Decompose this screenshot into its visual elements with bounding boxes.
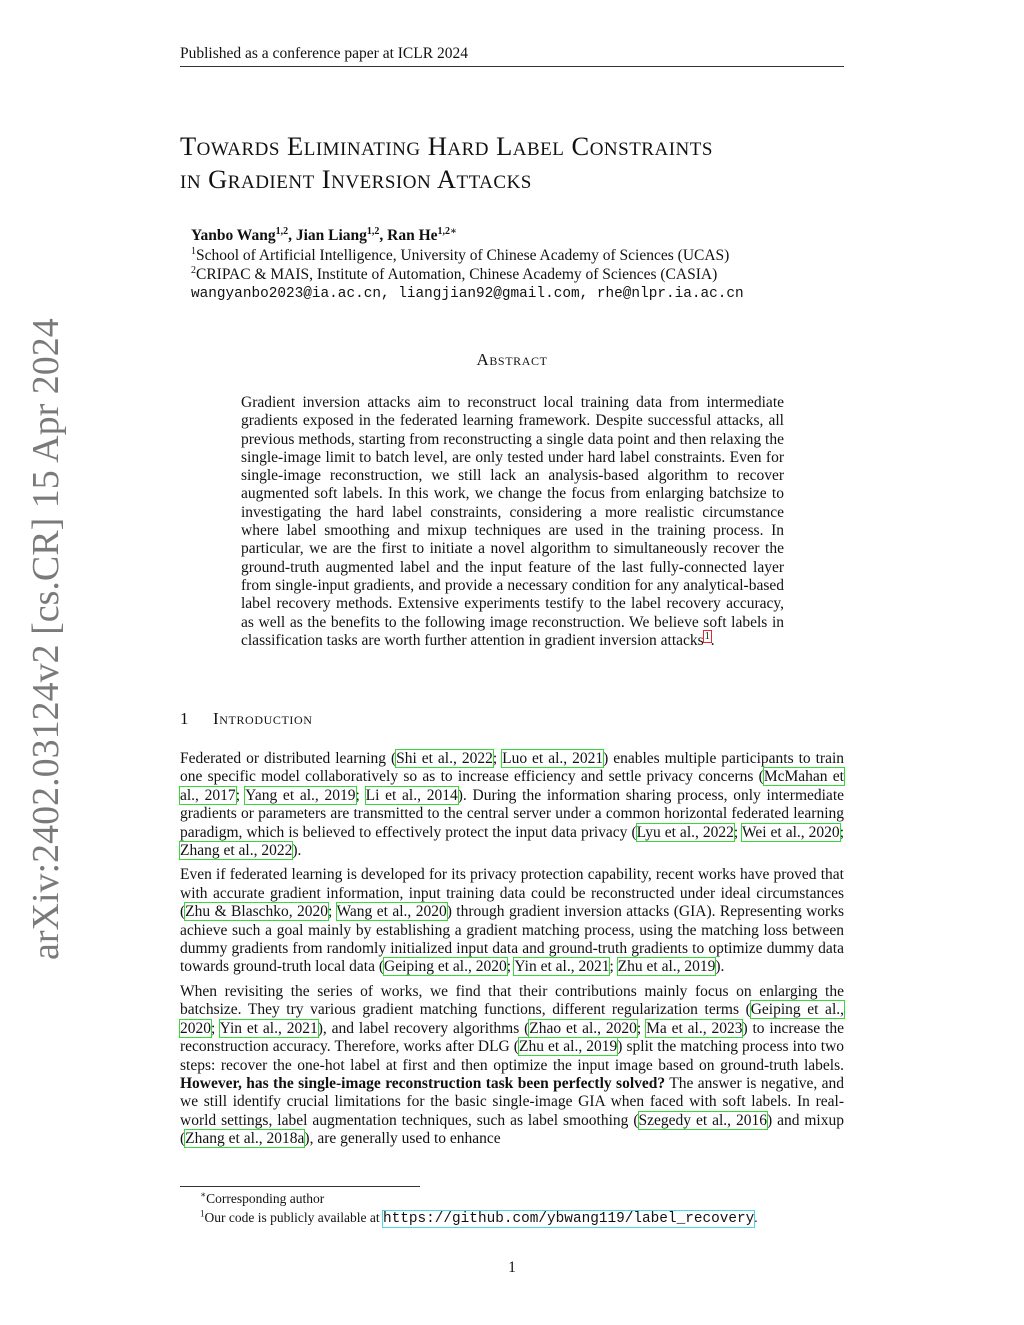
text-run: ; (328, 903, 337, 921)
text-run: ) and mixup ( (180, 1111, 844, 1148)
citation-link[interactable]: Zhao et al., 2020 (529, 1019, 637, 1037)
title-line-2: in Gradient Inversion Attacks (180, 164, 532, 194)
abstract-heading: Abstract (476, 350, 548, 369)
footnote-end: . (754, 1210, 758, 1225)
author-name: Ran He (387, 227, 438, 244)
paragraph (180, 983, 844, 1149)
author-affiliation-mark: 1,2 (275, 225, 289, 237)
author-affiliation-mark: 1,2∗ (437, 225, 457, 237)
citation-link[interactable]: Luo et al., 2021 (502, 750, 604, 767)
abstract-body-text: Gradient inversion attacks aim to reconstruct local training data from intermediate gradients exposed in the federated learning framework. Despite successful attacks, all previous methods, starting from reconstructing a single data point and then relaxing the single-image limit to batch level, are only tested under hard label constraints. Even for single-image reconstruction, we still lack an analysis-based algorithm to recover augmented soft labels. In this work, we change the focus from enlarging batchsize to investigating the hard label constraints, considering a more realistic circumstance where label smoothing and mixup techniques are used in the training process. In particular, we are the first to initiate a novel algorithm to simultaneously recover the ground-truth augmented label and the input feature of the last fully-connected layer from single-input gradients, and provide a necessary condition for any analytical-based label recovery methods. Extensive experiments testify to the label recovery accuracy, as well as the benefits to the following image reconstruction. We believe soft labels in classification tasks are worth further attention in gradient inversion attacks (241, 394, 784, 649)
footnote-code-availability (180, 1208, 844, 1229)
text-run: ). (715, 958, 725, 976)
text-run: ; (733, 823, 742, 841)
author-name: Jian Liang (295, 227, 367, 244)
text-run: ) enables multiple participants to train one specific model collaboratively so as to increase efficiency and settle privacy concerns ( (180, 750, 845, 786)
abstract-text (241, 394, 784, 650)
author-name: Yanbo Wang (191, 227, 276, 244)
citation-link[interactable]: Zhu et al., 2019 (617, 958, 716, 976)
text-run: ; (211, 1019, 220, 1037)
footnote-reference[interactable]: 1 (704, 630, 710, 642)
footnote-mark: 1 (200, 1208, 205, 1219)
paragraph (180, 866, 844, 976)
citation-link[interactable]: Li et al., 2014 (365, 786, 458, 804)
citation-link[interactable]: Yin et al., 2021 (219, 1019, 318, 1037)
running-header: Published as a conference paper at ICLR 2024 (180, 44, 844, 67)
introduction-body (180, 750, 844, 1155)
text-run: ; (492, 750, 503, 767)
citation-link[interactable]: Wei et al., 2020 (741, 823, 840, 841)
abstract-end: . (710, 631, 715, 649)
text-run: ; (609, 958, 618, 976)
text-run: The answer is negative, and we still identify crucial limitations for the basic single-image GIA when faced with soft labels. In real-world settings, label augmentation techniques, such as label smoothing ( (180, 1074, 844, 1129)
text-run: ), and label recovery algorithms ( (317, 1019, 530, 1037)
text-run: When revisiting the series of works, we find that their contributions mainly focus on enlarging the batchsize. They try various gradient matching functions, different regularization terms ( (180, 982, 844, 1019)
author-emails: wangyanbo2023@ia.ac.cn, liangjian92@gmail.com, rhe@nlpr.ia.ac.cn (191, 285, 744, 302)
text-run: ). (292, 842, 302, 860)
paper-title (180, 130, 860, 196)
section-heading-introduction (180, 709, 844, 729)
citation-link[interactable]: Ma et al., 2023 (646, 1019, 743, 1037)
affiliation-1 (191, 246, 851, 266)
affiliation-mark: 2 (191, 264, 196, 276)
citation-link[interactable]: Shi et al., 2022 (396, 750, 493, 767)
citation-link[interactable]: McMahan et al., 2017 (180, 768, 844, 804)
citation-link[interactable]: Zhang et al., 2018a (185, 1130, 305, 1148)
citation-link[interactable]: Geiping et al., 2020 (180, 1001, 844, 1037)
arxiv-identifier-stamp[interactable]: arXiv:2402.03124v2 [cs.CR] 15 Apr 2024 (25, 318, 67, 960)
page-number: 1 (508, 1259, 516, 1276)
citation-link[interactable]: Zhu et al., 2019 (518, 1038, 618, 1056)
section-title: Introduction (213, 709, 313, 728)
text-run: ) to increase the reconstruction accuracy. Therefore, works after DLG ( (180, 1019, 844, 1056)
text-run: ; (235, 786, 246, 804)
citation-link[interactable]: Wang et al., 2020 (336, 903, 447, 921)
text-run: ), are generally used to enhance (304, 1130, 501, 1148)
footnote-text: Corresponding author (206, 1191, 325, 1206)
footnote-text: Our code is publicly available at (204, 1210, 383, 1225)
text-run: Federated or distributed learning ( (180, 750, 397, 767)
text-run: ; (839, 823, 844, 841)
affiliation-mark: 1 (191, 245, 196, 257)
author-names: Yanbo Wang$^{1,2}$, Jian Liang$^{1,2}$, Ran $He^{1,2∗}$ (191, 225, 457, 244)
affiliation-text: CRIPAC & MAIS, Institute of Automation, Chinese Academy of Sciences (CASIA) (196, 266, 718, 283)
affiliation-text: School of Artificial Intelligence, University of Chinese Academy of Sciences (UCAS) (196, 246, 730, 264)
text-run: ; (506, 958, 515, 976)
text-run: ). During the information sharing process, only intermediate gradients or parameters are transmitted to the central server under a common horizontal federated learning paradigm, which is believed to effectively protect the input data privacy ( (180, 786, 845, 841)
author-block (191, 226, 851, 304)
footnote-corresponding-author (180, 1189, 844, 1208)
text-run: ) split the matching process into two steps: recover the one-hot label at first and then optimize the input image based on ground-truth labels. (180, 1038, 845, 1074)
text-run: ) through gradient inversion attacks (GIA). Representing works achieve such a goal mainly by establishing a gradient matching process, using the matching loss between dummy gradients from randomly initialized input data and ground-truth gradients to optimize dummy data towards ground-truth local data ( (180, 903, 845, 976)
citation-link[interactable]: Yang et al., 2019 (245, 786, 356, 804)
title-line-1: Towards Eliminating Hard Label Constraints (180, 131, 713, 161)
footnotes (180, 1189, 844, 1229)
citation-link[interactable]: Lyu et al., 2022 (636, 823, 734, 841)
author-affiliation-mark: 1,2 (366, 225, 380, 237)
citation-link[interactable]: Yin et al., 2021 (514, 958, 610, 976)
citation-link[interactable]: Geiping et al., 2020 (384, 958, 507, 976)
footnote-mark: ∗ (200, 1189, 207, 1200)
affiliation-2 (191, 265, 851, 285)
code-repository-link[interactable]: https://github.com/ybwang119/label_recovery (382, 1211, 755, 1227)
section-number: 1 (180, 709, 190, 728)
citation-link[interactable]: Zhang et al., 2022 (180, 842, 293, 860)
bold-question: However, has the single-image reconstruction task been perfectly solved? (180, 1074, 666, 1092)
text-run: ; (636, 1019, 647, 1037)
citation-link[interactable]: Szegedy et al., 2016 (638, 1111, 767, 1129)
text-run: ; (355, 786, 366, 804)
text-run: Even if federated learning is developed for its privacy protection capability, recent works have proved that with accurate gradient information, input training data could be reconstructed under ideal circumstances ( (180, 866, 844, 921)
citation-link[interactable]: Zhu & Blaschko, 2020 (185, 903, 329, 921)
paragraph (180, 750, 844, 860)
footnote-divider (180, 1186, 420, 1187)
